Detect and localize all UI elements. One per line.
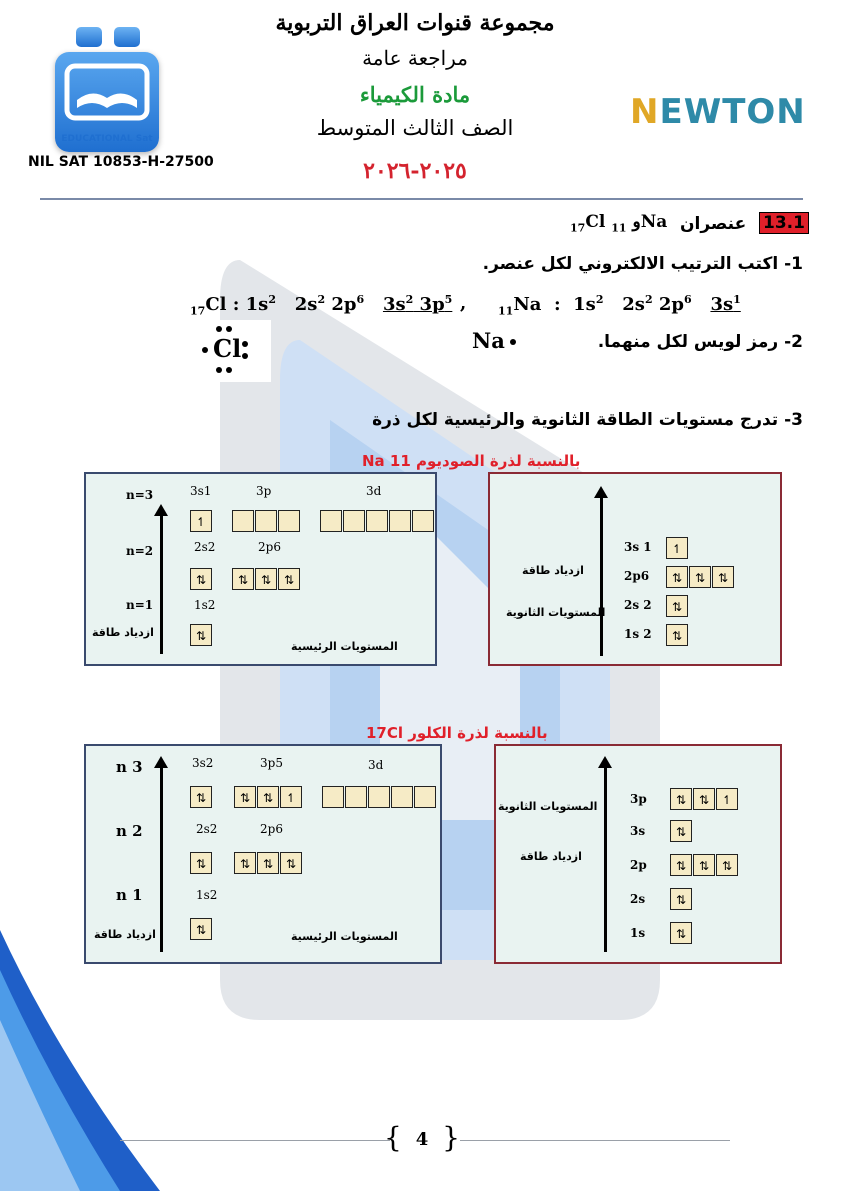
secondary-label: المستويات الثانوية — [506, 606, 606, 619]
sublevel-label: 1s 2 — [624, 627, 652, 641]
level-label: n 1 — [116, 886, 143, 904]
level-label: n=2 — [126, 544, 154, 558]
book-icon — [55, 52, 159, 132]
energy-label: ازدياد طاقة — [520, 850, 582, 863]
orbital-box: ⇅ — [278, 568, 300, 590]
sublevel-label: 1s2 — [194, 598, 216, 612]
footer-line-left — [120, 1140, 390, 1141]
sublevel-label: 3p5 — [260, 756, 283, 770]
sodium-title: بالنسبة لذرة الصوديوم 11 Na — [362, 452, 581, 470]
config-separator: , — [460, 293, 467, 314]
orbital-box: ⇅ — [689, 566, 711, 588]
orbital-box — [345, 786, 367, 808]
orbital-box: ↿ — [666, 537, 688, 559]
orbital-box: ⇅ — [670, 888, 692, 910]
page-number-value: 4 — [415, 1129, 429, 1150]
orbital-box: ⇅ — [693, 788, 715, 810]
sublevel-label: 3s 1 — [624, 540, 652, 554]
sublevel-label: 2s 2 — [624, 598, 652, 612]
energy-arrow — [604, 766, 607, 952]
orbital-box: ⇅ — [712, 566, 734, 588]
orbital-box: ⇅ — [670, 922, 692, 944]
energy-arrow — [160, 766, 163, 952]
orbital-box — [391, 786, 413, 808]
orbital-box — [320, 510, 342, 532]
orbital-box: ↿ — [716, 788, 738, 810]
orbital-box — [343, 510, 365, 532]
lewis-cl-symbol: Cl — [213, 334, 242, 363]
level-label: n=3 — [126, 488, 154, 502]
orbital-box — [366, 510, 388, 532]
header-divider — [40, 198, 803, 200]
lewis-cl-dots — [193, 320, 271, 382]
sublevel-label: 3d — [368, 758, 384, 772]
orbital-box: ⇅ — [666, 566, 688, 588]
sublevel-label: 3s — [630, 824, 646, 838]
chlorine-main-levels-diagram — [84, 744, 442, 964]
orbital-box — [414, 786, 436, 808]
orbital-box: ⇅ — [232, 568, 254, 590]
energy-label: ازدياد طاقة — [92, 626, 154, 639]
page-number: { 4 } — [384, 1121, 460, 1154]
sublevel-label: 3d — [366, 484, 382, 498]
energy-label: ازدياد طاقة — [94, 928, 156, 941]
sublevel-label: 2s2 — [196, 822, 218, 836]
level-label: n=1 — [126, 598, 154, 612]
sublevel-label: 3s2 — [192, 756, 214, 770]
level-label: n 2 — [116, 822, 143, 840]
orbital-box: ↿ — [190, 510, 212, 532]
orbital-box: ⇅ — [693, 854, 715, 876]
orbital-box: ⇅ — [234, 852, 256, 874]
orbital-box: ⇅ — [234, 786, 256, 808]
orbital-box: ⇅ — [670, 820, 692, 842]
orbital-box: ⇅ — [666, 624, 688, 646]
orbital-box: ⇅ — [190, 568, 212, 590]
sodium-main-levels-diagram — [84, 472, 437, 666]
orbital-box — [389, 510, 411, 532]
sublevel-label: 3p — [630, 792, 647, 806]
orbital-box — [412, 510, 434, 532]
sublevel-label: 3p — [256, 484, 272, 498]
orbital-box: ⇅ — [255, 568, 277, 590]
energy-label: ازدياد طاقة — [522, 564, 584, 577]
sublevel-label: 1s2 — [196, 888, 218, 902]
level-label: n 3 — [116, 758, 143, 776]
orbital-box — [322, 786, 344, 808]
orbital-box — [368, 786, 390, 808]
header-group: مجموعة قنوات العراق التربوية — [275, 10, 555, 36]
orbital-box — [232, 510, 254, 532]
orbital-box: ⇅ — [257, 786, 279, 808]
header-year: ٢٠٢٥-٢٠٢٦ — [363, 158, 467, 184]
header-review: مراجعة عامة — [362, 46, 468, 70]
orbital-box: ⇅ — [257, 852, 279, 874]
question-1: 1- اكتب الترتيب الالكتروني لكل عنصر. — [482, 254, 803, 274]
sublevel-label: 2s2 — [194, 540, 216, 554]
orbital-box: ⇅ — [670, 854, 692, 876]
lewis-na-dot — [510, 339, 516, 345]
brand-rest: EWTON — [659, 92, 806, 132]
sublevel-label: 2s — [630, 892, 646, 906]
logo-text: EDUCATIONAL Sat — [61, 134, 153, 144]
orbital-box: ⇅ — [190, 786, 212, 808]
lewis-na-symbol: Na — [472, 328, 505, 353]
orbital-box: ⇅ — [716, 854, 738, 876]
orbital-box: ⇅ — [670, 788, 692, 810]
corner-swoosh — [0, 930, 160, 1191]
sublevel-label: 2p6 — [258, 540, 281, 554]
sublevel-label: 2p6 — [624, 569, 650, 583]
axis-label: المستويات الرئيسية — [291, 930, 398, 943]
newton-brand — [630, 92, 806, 132]
logo-square-right — [114, 27, 140, 47]
orbital-box — [255, 510, 277, 532]
orbital-box: ⇅ — [666, 595, 688, 617]
chlorine-sub-levels-diagram — [494, 744, 782, 964]
logo-square-left — [76, 27, 102, 47]
question-2: 2- رمز لويس لكل منهما. — [597, 332, 803, 352]
nilsat-frequency: NIL SAT 10853-H-27500 — [28, 154, 214, 170]
orbital-box: ⇅ — [280, 852, 302, 874]
orbital-box: ⇅ — [190, 918, 212, 940]
orbital-box: ⇅ — [190, 852, 212, 874]
na-configuration: $_{11}$Na : $1s^2$ $2s^2$ $2p^6$ $3s^1$ — [498, 293, 741, 318]
lewis-na-box — [450, 322, 528, 362]
orbital-box — [278, 510, 300, 532]
lewis-cl-box — [193, 320, 271, 382]
question-title: عنصران — [680, 214, 747, 234]
question-number: 13.1 — [759, 212, 809, 234]
energy-arrow — [600, 496, 603, 656]
question-3: 3- تدرج مستويات الطاقة الثانوية والرئيسية لكل ذرة — [372, 410, 803, 430]
orbital-box: ⇅ — [190, 624, 212, 646]
footer-line-right — [460, 1140, 730, 1141]
brand-first-letter: N — [630, 92, 660, 132]
secondary-label: المستويات الثانوية — [498, 800, 598, 813]
sublevel-label: 3s1 — [190, 484, 212, 498]
chlorine-title: بالنسبة لذرة الكلور 17Cl — [366, 724, 548, 742]
header-subject: مادة الكيمياء — [359, 82, 471, 107]
question-elements: $_{17}$Cl و $_{11}$ Na — [570, 212, 668, 235]
cl-configuration: $_{17}$Cl : $1s^2$ $2s^2$ $2p^6$ $3s^2$ $3p^5$ — [190, 293, 453, 318]
energy-arrow — [160, 514, 163, 654]
sublevel-label: 2p6 — [260, 822, 283, 836]
educational-sat-logo — [55, 52, 159, 152]
axis-label: المستويات الرئيسية — [291, 640, 398, 653]
sodium-sub-levels-diagram — [488, 472, 782, 666]
sublevel-label: 2p — [630, 858, 647, 872]
header-grade: الصف الثالث المتوسط — [316, 116, 514, 140]
orbital-box: ↿ — [280, 786, 302, 808]
sublevel-label: 1s — [630, 926, 646, 940]
